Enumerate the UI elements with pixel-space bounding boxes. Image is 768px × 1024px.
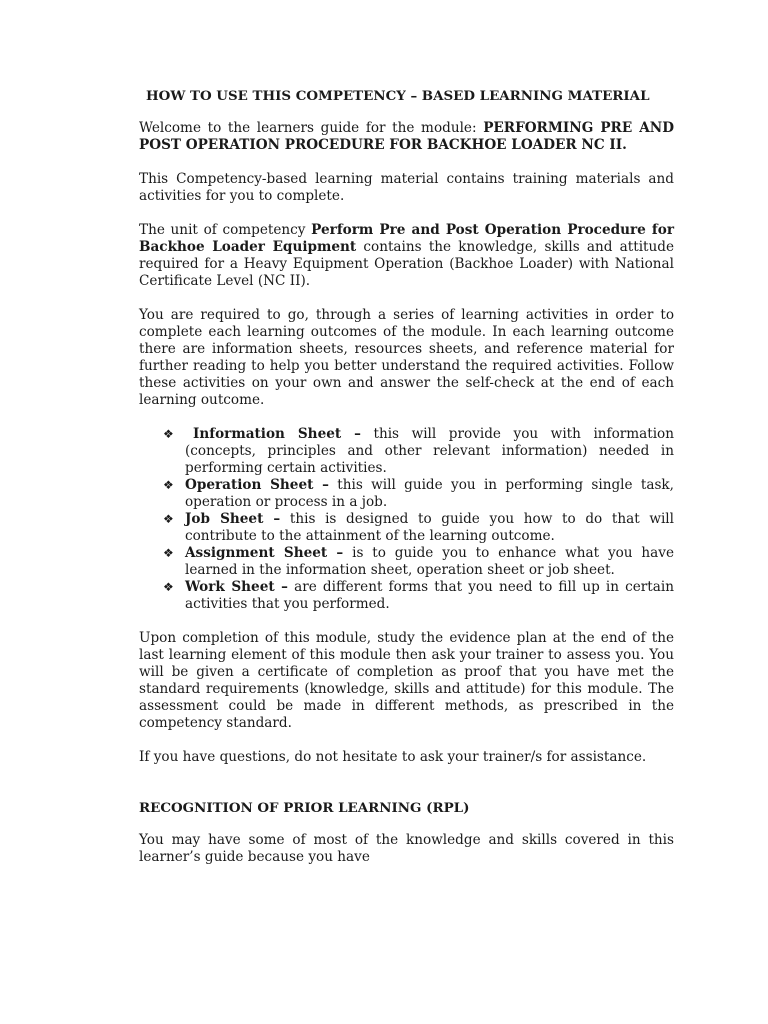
list-item-job-sheet [139, 511, 674, 545]
bullet-term: Operation Sheet – [185, 477, 329, 493]
list-item-information-sheet [139, 426, 674, 477]
bullet-term: Work Sheet – [185, 579, 288, 595]
unit-name: Perform Pre and Post Operation Procedure for Backhoe Loader Equipment [139, 222, 674, 255]
required-paragraph: You are required to go, through a series of learning activities in order to complete each learning outcomes of the module. In each learning outcome there are information sheets, resources sheets, and reference material for further reading to help you better understand the required activities. Follow these activities on your own and answer the self-check at the end of each learning outcome. [139, 307, 674, 408]
bullet-term: Job Sheet – [185, 511, 281, 527]
diamond-bullet-icon: ❖ [163, 427, 174, 441]
bullet-text: are different forms that you need to fill up in certain activities that you performed. [185, 579, 674, 612]
bullet-text: is to guide you to enhance what you have learned in the information sheet, operation sheet or job sheet. [185, 545, 675, 578]
diamond-bullet-icon: ❖ [163, 580, 174, 594]
sheet-types-list [139, 426, 674, 613]
document-page [139, 88, 674, 883]
list-item-work-sheet [139, 579, 674, 613]
welcome-paragraph [139, 120, 674, 154]
diamond-bullet-icon: ❖ [163, 478, 174, 492]
unit-prefix: The unit of competency [139, 222, 312, 238]
bullet-text: this will provide you with information (concepts, principles and other relevant information) needed in performing certain activities. [185, 426, 675, 476]
page-title: HOW TO USE THIS COMPETENCY – BASED LEARNING MATERIAL [146, 88, 650, 104]
bullet-term: Assignment Sheet – [185, 545, 344, 561]
bullet-text: this is designed to guide you how to do that will contribute to the attainment of the learning outcome. [185, 511, 674, 544]
welcome-text: Welcome to the learners guide for the module: [139, 120, 484, 136]
unit-suffix: contains the knowledge, skills and attitude required for a Heavy Equipment Operation (Backhoe Loader) with National Certificate Level (NC II). [139, 239, 675, 289]
list-item-assignment-sheet [139, 545, 674, 579]
bullet-term: Information Sheet – [193, 426, 361, 442]
bullet-text: this will guide you in performing single task, operation or process in a job. [185, 477, 674, 510]
rpl-paragraph: You may have some of most of the knowledge and skills covered in this learner’s guide because you have [139, 832, 674, 865]
material-paragraph: This Competency-based learning material contains training materials and activities for you to complete. [139, 171, 674, 204]
diamond-bullet-icon: ❖ [163, 546, 174, 560]
questions-paragraph: If you have questions, do not hesitate to ask your trainer/s for assistance. [139, 749, 647, 765]
diamond-bullet-icon: ❖ [163, 512, 174, 526]
completion-paragraph: Upon completion of this module, study the evidence plan at the end of the last learning element of this module then ask your trainer to assess you. You will be given a certificate of completion as proof that you have met the standard requirements (knowledge, skills and attitude) for this module. The assessment could be made in different methods, as prescribed in the competency standard. [139, 630, 674, 731]
module-name: PERFORMING PRE AND POST OPERATION PROCEDURE FOR BACKHOE LOADER NC II. [139, 120, 675, 153]
unit-paragraph [139, 222, 674, 290]
list-item-operation-sheet [139, 477, 674, 511]
rpl-heading: RECOGNITION OF PRIOR LEARNING (RPL) [139, 800, 470, 816]
